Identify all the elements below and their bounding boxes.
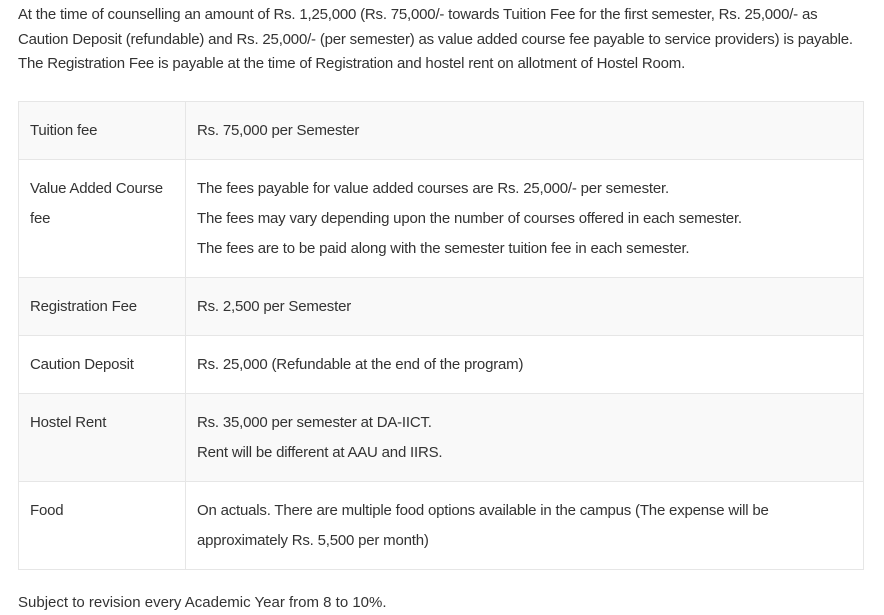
revision-note: Subject to revision every Academic Year from 8 to 10%. (18, 594, 387, 611)
fee-label: Food (19, 482, 186, 570)
fee-value-line: The fees payable for value added courses are Rs. 25,000/- per semester. (197, 180, 669, 197)
fee-row (19, 394, 864, 482)
fee-value (186, 394, 864, 482)
fee-row (19, 102, 864, 160)
fee-value-line: The fees are to be paid along with the semester tuition fee in each semester. (197, 240, 690, 257)
fee-value (186, 336, 864, 394)
fee-value (186, 482, 864, 570)
fee-value-line: Rs. 2,500 per Semester (197, 298, 352, 315)
fee-label: Registration Fee (19, 278, 186, 336)
fee-value-line: Rent will be different at AAU and IIRS. (197, 444, 443, 461)
fee-value (186, 160, 864, 278)
fee-value (186, 278, 864, 336)
fee-label: Tuition fee (19, 102, 186, 160)
fee-value-line: The fees may vary depending upon the number of courses offered in each semester. (197, 210, 742, 227)
fee-value-line: Rs. 35,000 per semester at DA-IICT. (197, 414, 432, 431)
fee-label: Caution Deposit (19, 336, 186, 394)
fee-label: Hostel Rent (19, 394, 186, 482)
fee-value-line: Rs. 75,000 per Semester (197, 122, 360, 139)
fee-value-line: Rs. 25,000 (Refundable at the end of the program) (197, 356, 524, 373)
fee-row (19, 482, 864, 570)
fee-table (18, 101, 864, 570)
fee-row (19, 278, 864, 336)
fee-value-line: On actuals. There are multiple food options available in the campus (The expense will be approximately Rs. 5,500 per month) (197, 502, 769, 549)
intro-paragraph: At the time of counselling an amount of Rs. 1,25,000 (Rs. 75,000/- towards Tuition Fee for the first semester, Rs. 25,000/- as Caution Deposit (refundable) and Rs. 25,000/- (per semester) as value added course fee payable to service providers) is payable. The Registration Fee is payable at the time of Registration and hostel rent on allotment of Hostel Room. (18, 6, 853, 72)
fee-value (186, 102, 864, 160)
fee-label: Value Added Course fee (19, 160, 186, 278)
fee-row (19, 336, 864, 394)
fee-row (19, 160, 864, 278)
